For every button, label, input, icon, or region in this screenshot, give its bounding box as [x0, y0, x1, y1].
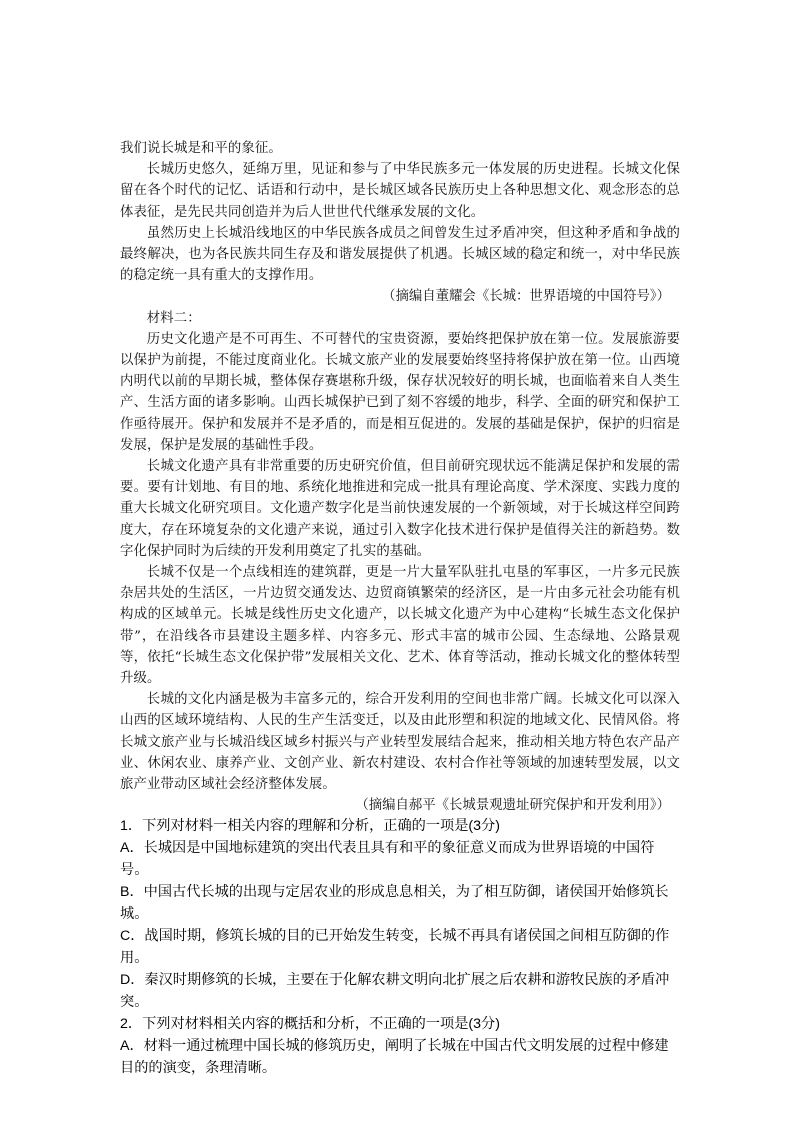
question-stem: 1．下列对材料一相关内容的理解和分析，正确的一项是(3分) — [120, 817, 500, 834]
material-label: 材料二： — [146, 310, 201, 326]
source-citation: （摘编自董耀会《长城：世界语境的中国符号》） — [382, 289, 670, 305]
paragraph: 长城历史悠久，延绵万里，见证和参与了中华民族多元一体发展的历史进程。长城文化保留在各个时代的记忆、话语和行动中，是长城区域各民族历史上各种思想文化、观念形态的总体表征，是先民共同创造并为后人世世代代继承发展的文化。 — [120, 162, 680, 220]
option-c: C．战国时期，修筑长城的目的已开始发生转变，长城不再具有诸侯国之间相互防御的作用。 — [120, 927, 670, 966]
paragraph: 我们说长城是和平的象征。 — [120, 141, 282, 156]
paragraph: 历史文化遗产是不可再生、不可替代的宝贵资源，要始终把保护放在第一位。发展旅游要以保护为前提，不能过度商业化。长城文旅产业的发展要始终坚持将保护放在第一位。山西境内明代以前的早期长城，整体保存赛堪称升级，保存状况较好的明长城，也面临着来自人类生产、生活方面的诸多影响。山西长城保护已到了刻不容缓的地步，科学、全面的研究和保护工作亟待展开。保护和发展并不是矛盾的，而是相互促进的。发展的基础是保护，保护的归宿是发展，保护是发展的基础性手段。 — [120, 331, 680, 453]
paragraph: 长城不仅是一个点线相连的建筑群，更是一片大量军队驻扎屯垦的军事区，一片多元民族杂居共处的生活区，一片边贸交通发达、边贸商镇繁荣的经济区，是一片由多元社会功能有机构成的区域单元。长城是线性历史文化遗产，以长城文化遗产为中心建构“长城生态文化保护带”，在沿线各市县建设主题多样、内容多元、形式丰富的城市公园、生态绿地、公路景观等，依托“长城生态文化保护带”发展相关文化、艺术、体育等活动，推动长城文化的整体转型升级。 — [120, 565, 680, 687]
option-b: B．中国古代长城的出现与定居农业的形成息息相关，为了相互防御，诸侯国开始修筑长城。 — [120, 883, 669, 922]
source-citation: （摘编自郝平《长城景观遗址研究保护和开发利用》） — [355, 798, 670, 814]
option-a: A．长城因是中国地标建筑的突出代表且具有和平的象征意义而成为世界语境的中国符号。 — [120, 839, 655, 878]
paragraph: 长城的文化内涵是极为丰富多元的，综合开发利用的空间也非常广阔。长城文化可以深入山西的区域环境结构、人民的生产生活变迁，以及由此形塑和积淀的地域文化、民情风俗。将长城文旅产业与长城沿线区域乡村振兴与产业转型发展结合起来，推动相关地方特色农产品产业、休闲农业、康养产业、文创产业、新农村建设、农村合作社等领域的加速转型发展，以文旅产业带动区域社会经济整体发展。 — [120, 692, 680, 793]
document-body — [120, 138, 680, 1079]
option-d: D．秦汉时期修筑的长城，主要在于化解农耕文明向北扩展之后农耕和游牧民族的矛盾冲突。 — [120, 971, 670, 1010]
paragraph: 长城文化遗产具有非常重要的历史研究价值，但目前研究现状远不能满足保护和发展的需要。要有计划地、有目的地、系统化地推进和完成一批具有理论高度、学术深度、实践力度的重大长城文化研究项目。文化遗产数字化是当前快速发展的一个新领域，对于长城这样空间跨度大，存在环境复杂的文化遗产来说，通过引入数字化技术进行保护是值得关注的新趋势。数字化保护同时为后续的开发利用奠定了扎实的基础。 — [120, 459, 680, 559]
option-a: A．材料一通过梳理中国长城的修筑历史，阐明了长城在中国古代文明发展的过程中修建目的的演变，条理清晰。 — [120, 1037, 669, 1076]
paragraph: 虽然历史上长城沿线地区的中华民族各成员之间曾发生过矛盾冲突，但这种矛盾和争战的最终解决，也为各民族共同生存及和谐发展提供了机遇。长城区域的稳定和统一，对中华民族的稳定统一具有重大的支撑作用。 — [120, 225, 680, 284]
question-stem: 2．下列对材料相关内容的概括和分析，不正确的一项是(3分) — [120, 1015, 500, 1032]
